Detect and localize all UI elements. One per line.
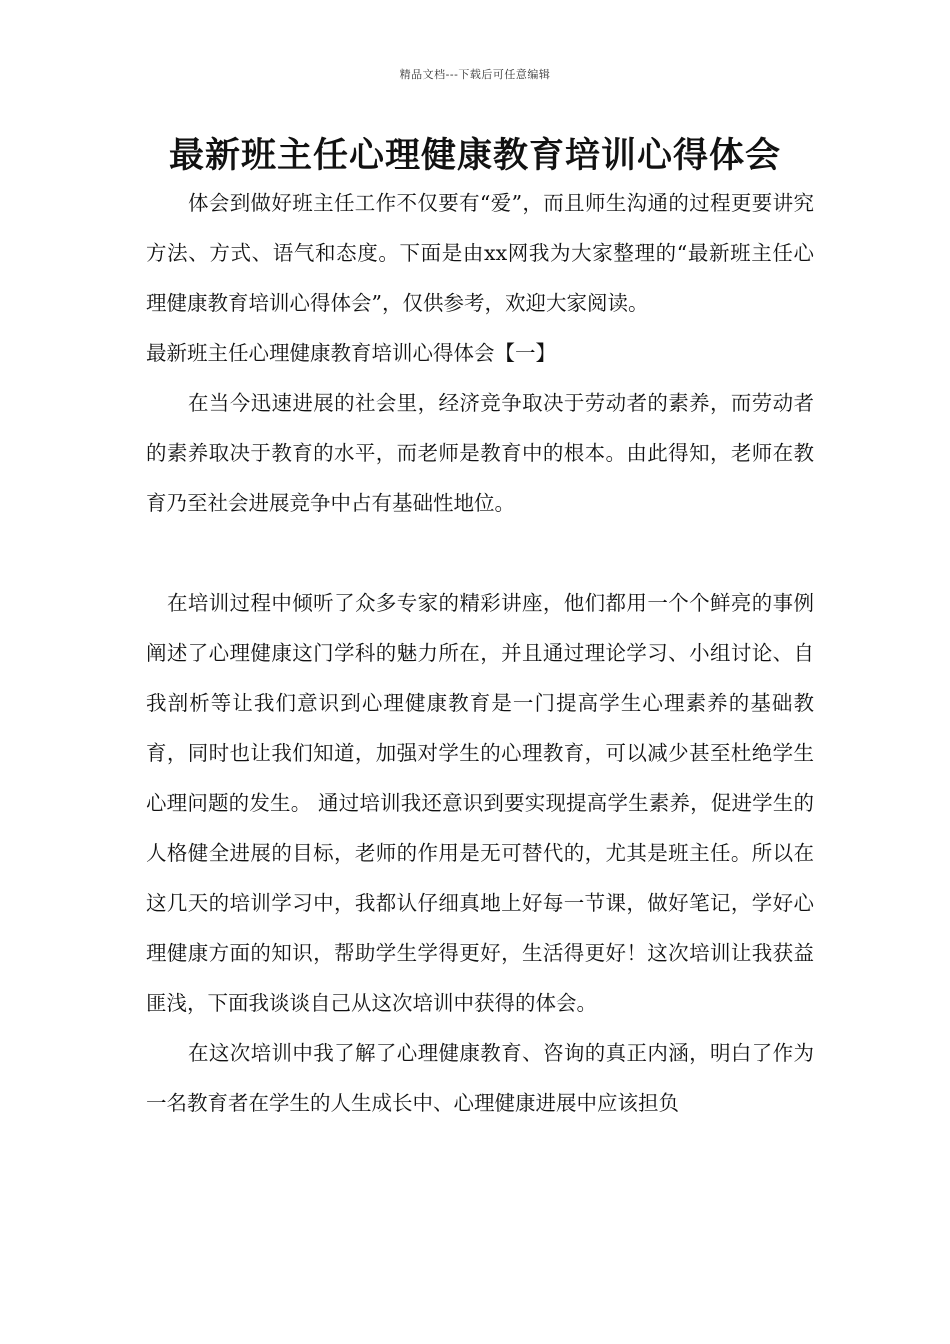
body-paragraph: 在这次培训中我了解了心理健康教育、咨询的真正内涵，明白了作为一名教育者在学生的人生成长中、心理健康进展中应该担负 (146, 1041, 814, 1115)
paragraph-gap (146, 528, 814, 578)
document-title: 最新班主任心理健康教育培训心得体会 (168, 136, 781, 176)
page-header: 精品文档---下载后可任意编辑 (399, 68, 551, 81)
document-body (146, 178, 814, 1128)
intro-paragraph: 体会到做好班主任工作不仅要有“爱”，而且师生沟通的过程更要讲究方法、方式、语气和态度。下面是由xx网我为大家整理的“最新班主任心理健康教育培训心得体会”，仅供参考，欢迎大家阅读。 (146, 191, 814, 315)
body-paragraph: 在当今迅速进展的社会里，经济竞争取决于劳动者的素养，而劳动者的素养取决于教育的水平，而老师是教育中的根本。由此得知，老师在教育乃至社会进展竞争中占有基础性地位。 (146, 391, 814, 515)
section-heading: 最新班主任心理健康教育培训心得体会【一】 (146, 341, 556, 365)
body-paragraph: 在培训过程中倾听了众多专家的精彩讲座，他们都用一个个鲜亮的事例阐述了心理健康这门学科的魅力所在，并且通过理论学习、小组讨论、自我剖析等让我们意识到心理健康教育是一门提高学生心理素养的基础教育，同时也让我们知道，加强对学生的心理教育，可以减少甚至杜绝学生心理问题的发生。 通过培训我还意识到要实现提高学生素养，促进学生的人格健全进展的目标，老师的作用是无可替代的，尤其是班主任。所以在这几天的培训学习中，我都认仔细真地上好每一节课，做好笔记，学好心理健康方面的知识，帮助学生学得更好，生活得更好！这次培训让我获益匪浅，下面我谈谈自己从这次培训中获得的体会。 (146, 591, 814, 1015)
